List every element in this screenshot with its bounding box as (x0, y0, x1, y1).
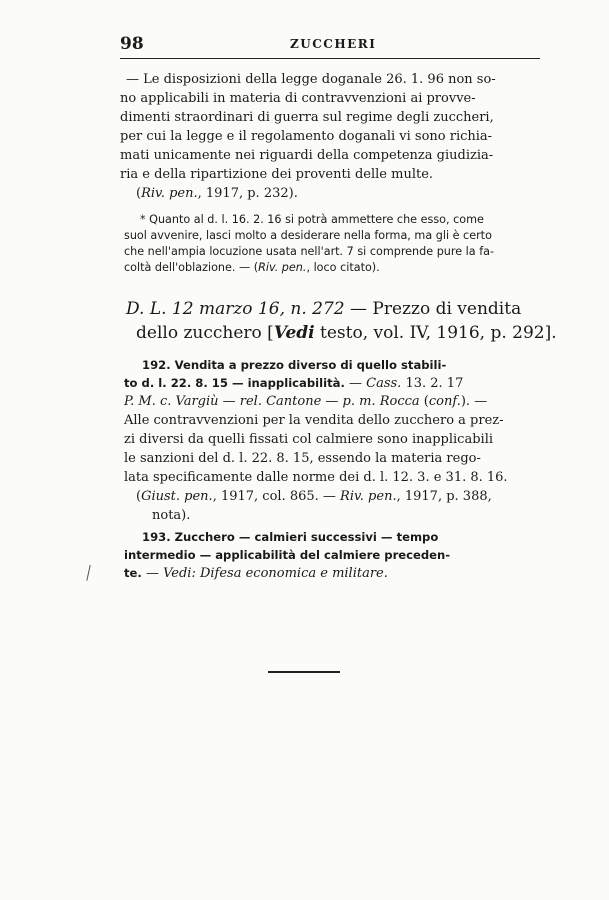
text-line: no applicabili in materia di contravvenzioni ai provve- (120, 91, 476, 106)
text-line: dimenti straordinari di guerra sul regime degli zuccheri, (120, 110, 494, 125)
margin-mark (86, 565, 92, 581)
text-line: P. M. c. Vargiù — rel. Cantone — p. m. Rocca (conf.). — (124, 394, 488, 409)
text-line: lata specificamente dalle norme dei d. l. 12. 3. e 31. 8. 16. (124, 470, 508, 485)
note-line: che nell'ampia locuzione usata nell'art. 7 si comprende pure la fa- (124, 245, 495, 258)
text-line: te. — Vedi: Difesa economica e militare. (124, 566, 388, 581)
text-line: Alle contravvenzioni per la vendita dello zucchero a prez- (124, 413, 504, 428)
text-line: zi diversi da quelli fissati col calmiere sono inapplicabili (124, 432, 494, 447)
text-line: nota). (152, 508, 191, 523)
citation: (Giust. pen., 1917, col. 865. — Riv. pen., 1917, p. 388, (136, 489, 492, 504)
text-line: per cui la legge e il regolamento doganali vi sono richia- (120, 129, 493, 144)
section-heading: 193. Zucchero — calmieri successivi — tempo (142, 530, 439, 544)
section-heading: intermedio — applicabilità del calmiere preceden- (124, 548, 451, 562)
text-line: to d. l. 22. 8. 15 — inapplicabilità. — Cass. 13. 2. 17 (124, 376, 464, 391)
text-line: ria e della ripartizione dei proventi delle multe. (120, 167, 434, 182)
decree-heading: D. L. 12 marzo 16, n. 272 — Prezzo di vendita (126, 299, 522, 319)
text-line: — Le disposizioni della legge doganale 26. 1. 96 non so- (126, 72, 496, 87)
section-heading: 192. Vendita a prezzo diverso di quello stabili- (142, 358, 447, 372)
note-line: coltà dell'oblazione. — (Riv. pen., loco citato). (124, 261, 380, 274)
text-line: mati unicamente nei riguardi della competenza giudizia- (120, 148, 494, 163)
page-header (120, 34, 540, 59)
note-line: suol avvenire, lasci molto a desiderare nella forma, ma gli è certo (124, 229, 492, 242)
page-number: 98 (120, 34, 144, 54)
note-line: * Quanto al d. l. 16. 2. 16 si potrà ammettere che esso, come (140, 213, 484, 226)
journal-name: Riv. pen. (141, 186, 198, 201)
text-line: le sanzioni del d. l. 22. 8. 15, essendo la materia rego- (124, 451, 481, 466)
end-rule (268, 671, 340, 673)
citation: (Riv. pen., 1917, p. 232). (136, 186, 298, 201)
running-title: ZUCCHERI (290, 37, 377, 51)
decree-heading: dello zucchero [Vedi testo, vol. IV, 1916, p. 292]. (136, 323, 557, 343)
